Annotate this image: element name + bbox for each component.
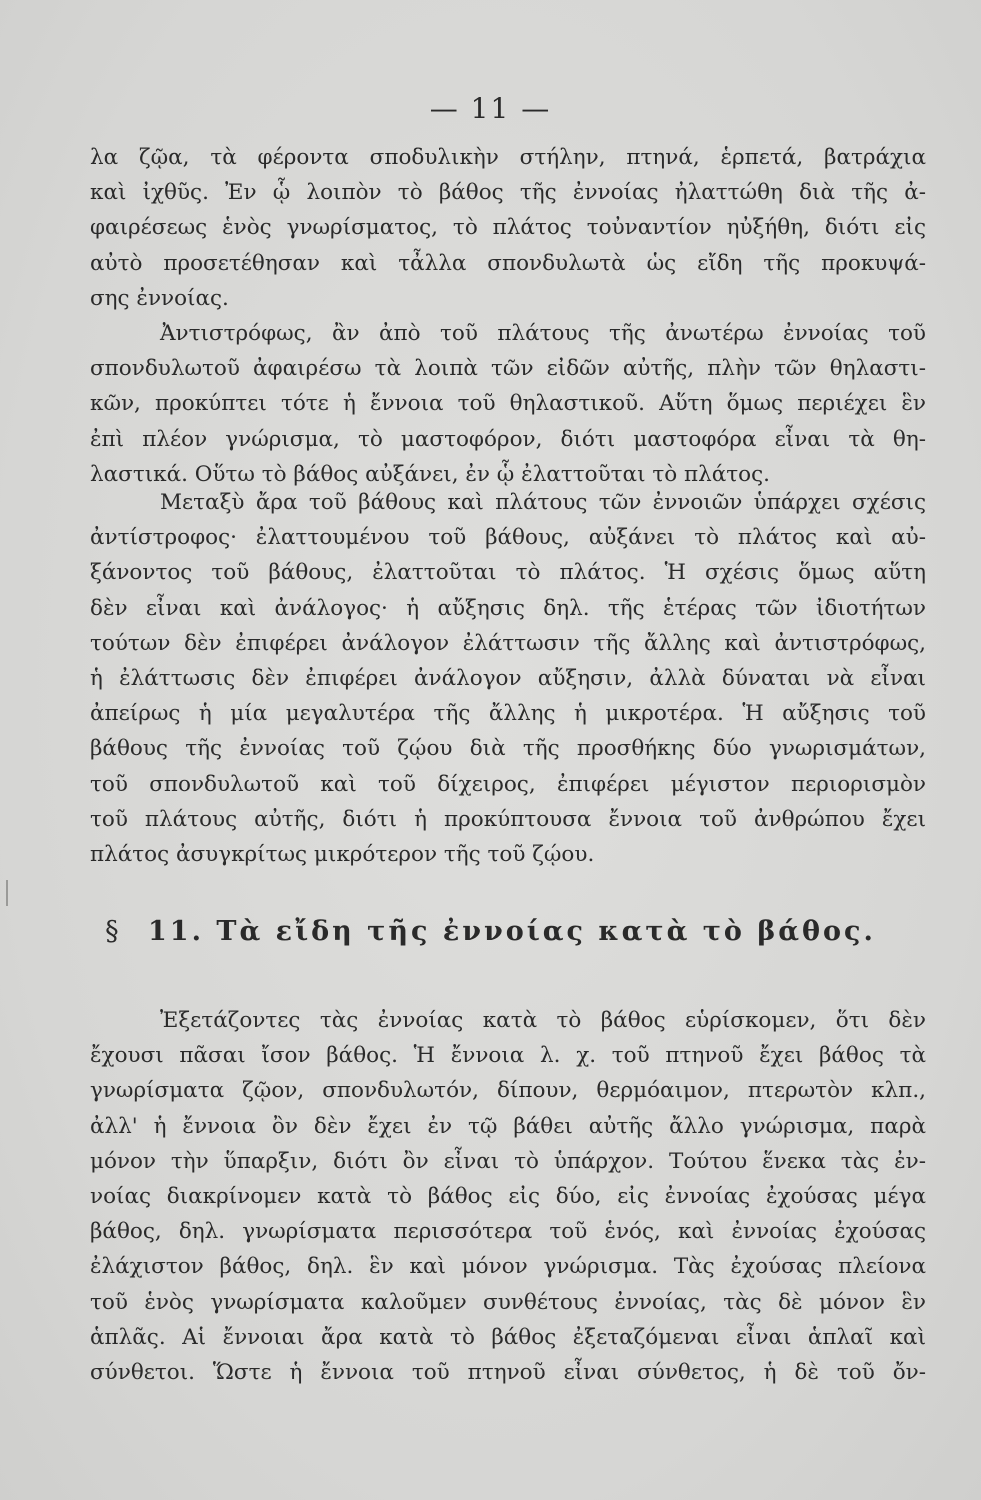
text-line: ξάνοντος τοῦ βάθους, ἐλαττοῦται τὸ πλάτος. Ἡ σχέσις ὅμως αὕτη [90, 560, 926, 586]
text-line: λα ζῷα, τὰ φέροντα σποδυλικὴν στήλην, πτηνά, ἑρπετά, βατράχια [90, 145, 926, 170]
paragraph-block-1 [90, 140, 926, 492]
text-line: δὲν εἶναι καὶ ἀνάλογος· ἡ αὔξησις δηλ. τῆς ἑτέρας τῶν ἰδιοτήτων [90, 595, 926, 621]
text-line: καὶ ἰχθῦς. Ἐν ᾧ λοιπὸν τὸ βάθος τῆς ἐννοίας ἠλαττώθη διὰ τῆς ἀ- [90, 180, 926, 206]
text-line: αὐτὸ προσετέθησαν καὶ τἆλλα σπονδυλωτὰ ὡς εἴδη τῆς προκυψά- [90, 250, 926, 276]
text-line: σης ἐννοίας. [90, 285, 229, 311]
text-line: ἀπείρως ἡ μία μεγαλυτέρα τῆς ἄλλης ἡ μικροτέρα. Ἡ αὔξησις τοῦ [90, 701, 926, 727]
scan-artifact [6, 880, 8, 906]
text-line: βάθος, δηλ. γνωρίσματα περισσότερα τοῦ ἑνός, καὶ ἐννοίας ἐχούσας [90, 1219, 926, 1245]
paragraph-block-2 [90, 485, 926, 872]
text-line: Μεταξὺ ἄρα τοῦ βάθους καὶ πλάτους τῶν ἐννοιῶν ὑπάρχει σχέσις [160, 490, 926, 515]
text-line: ἔχουσι πᾶσαι ἴσον βάθος. Ἡ ἔννοια λ. χ. τοῦ πτηνοῦ ἔχει βάθος τὰ [90, 1043, 926, 1069]
text-line: σύνθετοι. Ὥστε ἡ ἔννοια τοῦ πτηνοῦ εἶναι σύνθετος, ἡ δὲ τοῦ ὄν- [90, 1360, 926, 1386]
section-title: Τὰ εἴδη τῆς ἐννοίας κατὰ τὸ βάθος. [216, 916, 876, 947]
text-line: νοίας διακρίνομεν κατὰ τὸ βάθος εἰς δύο, εἰς ἐννοίας ἐχούσας μέγα [90, 1184, 926, 1210]
section-heading [0, 916, 981, 947]
text-line: ἡ ἐλάττωσις δὲν ἐπιφέρει ἀνάλογον αὔξησιν, ἀλλὰ δύναται νὰ εἶναι [90, 666, 926, 692]
text-line: τοῦ ἑνὸς γνωρίσματα καλοῦμεν συνθέτους ἐννοίας, τὰς δὲ μόνον ἓν [90, 1289, 926, 1315]
text-line: σπονδυλωτοῦ ἀφαιρέσω τὰ λοιπὰ τῶν εἰδῶν αὐτῆς, πλὴν τῶν θηλαστι- [90, 356, 926, 382]
text-line: βάθους τῆς ἐννοίας τοῦ ζῴου διὰ τῆς προσθήκης δύο γνωρισμάτων, [90, 736, 926, 762]
text-line: φαιρέσεως ἑνὸς γνωρίσματος, τὸ πλάτος τοὐναντίον ηὐξήθη, διότι εἰς [90, 215, 926, 241]
paragraph-block-3 [90, 1003, 926, 1390]
section-sign: § [105, 916, 122, 947]
text-line: τοῦ σπονδυλωτοῦ καὶ τοῦ δίχειρος, ἐπιφέρει μέγιστον περιορισμὸν [90, 771, 926, 797]
page-number: — 11 — [429, 92, 552, 125]
text-line: γνωρίσματα ζῷον, σπονδυλωτόν, δίπουν, θερμόαιμον, πτερωτὸν κλπ., [90, 1078, 926, 1104]
text-line: Ἀντιστρόφως, ἂν ἀπὸ τοῦ πλάτους τῆς ἀνωτέρω ἐννοίας τοῦ [160, 321, 926, 347]
text-line: τοῦ πλάτους αὐτῆς, διότι ἡ προκύπτουσα ἔννοια τοῦ ἀνθρώπου ἔχει [90, 806, 926, 832]
text-line: μόνον τὴν ὕπαρξιν, διότι ὂν εἶναι τὸ ὑπάρχον. Τούτου ἕνεκα τὰς ἐν- [90, 1148, 926, 1174]
text-line: ἀντίστροφος· ἐλαττουμένου τοῦ βάθους, αὐξάνει τὸ πλάτος καὶ αὐ- [90, 525, 926, 551]
text-line: Ἐξετάζοντες τὰς ἐννοίας κατὰ τὸ βάθος εὑρίσκομεν, ὅτι δὲν [160, 1008, 926, 1033]
text-line: ἁπλᾶς. Αἱ ἔννοιαι ἄρα κατὰ τὸ βάθος ἐξεταζόμεναι εἶναι ἁπλαῖ καὶ [90, 1324, 926, 1350]
text-line: τούτων δὲν ἐπιφέρει ἀνάλογον ἐλάττωσιν τῆς ἄλλης καὶ ἀντιστρόφως, [90, 630, 926, 656]
text-line: ἐλάχιστον βάθος, δηλ. ἓν καὶ μόνον γνώρισμα. Τὰς ἐχούσας πλείονα [90, 1254, 926, 1280]
text-line: πλάτος ἀσυγκρίτως μικρότερον τῆς τοῦ ζῴου. [90, 842, 595, 868]
section-number: 11. [148, 916, 204, 947]
text-line: ἐπὶ πλέον γνώρισμα, τὸ μαστοφόρον, διότι μαστοφόρα εἶναι τὰ θη- [90, 426, 926, 452]
text-line: κῶν, προκύπτει τότε ἡ ἔννοια τοῦ θηλαστικοῦ. Αὕτη ὅμως περιέχει ἓν [90, 391, 926, 417]
text-line: ἀλλ' ἡ ἔννοια ὂν δὲν ἔχει ἐν τῷ βάθει αὐτῆς ἄλλο γνώρισμα, παρὰ [90, 1113, 926, 1139]
text-line: λαστικά. Οὕτω τὸ βάθος αὐξάνει, ἐν ᾧ ἐλαττοῦται τὸ πλάτος. [90, 461, 771, 487]
